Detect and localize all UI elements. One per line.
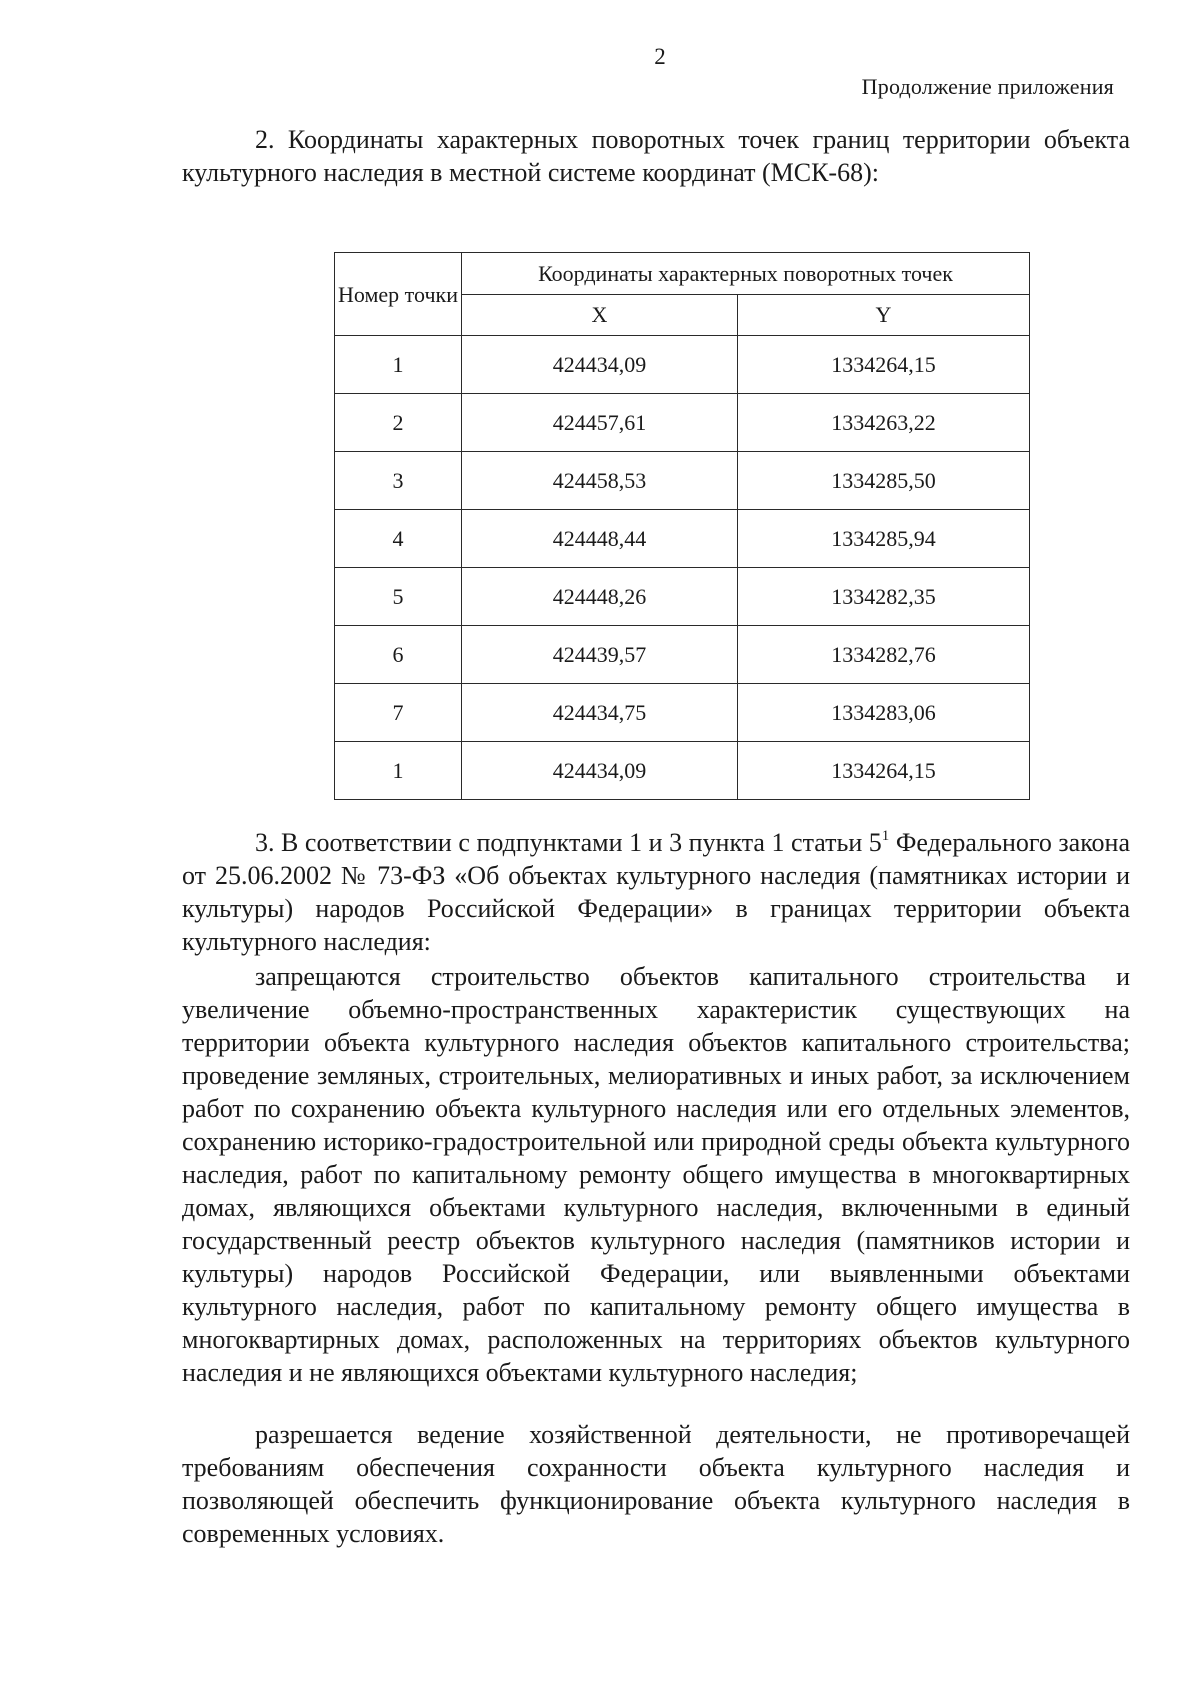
table-row [335, 336, 1030, 394]
cell-x: 424434,09 [462, 336, 738, 394]
cell-point-number: 6 [335, 626, 462, 684]
permission-paragraph: разрешается ведение хозяйственной деятельности, не противоречащей требованиям обеспечения сохранности объекта культурного наследия и позволяющей обеспечить функционирование объекта культурного наследия в современных условиях. [182, 1420, 1130, 1548]
cell-point-number: 2 [335, 394, 462, 452]
section-3-lead: 3. В соответствии с подпунктами 1 и 3 пункта 1 статьи 5 [255, 828, 882, 857]
cell-point-number: 7 [335, 684, 462, 742]
continuation-note: Продолжение приложения [861, 74, 1114, 99]
page-number: 2 [654, 44, 666, 69]
table-row [335, 568, 1030, 626]
cell-point-number: 1 [335, 336, 462, 394]
cell-x: 424457,61 [462, 394, 738, 452]
cell-x: 424434,75 [462, 684, 738, 742]
section-2-heading: 2. Координаты характерных поворотных точек границ территории объекта культурного наследия в местной системе координат (МСК-68): [182, 125, 1130, 187]
table-header-row [335, 253, 1030, 295]
section-3-rest: Федерального закона от 25.06.2002 № 73-ФЗ «Об объектах культурного наследия (памятниках истории и культуры) народов Российской Федерации» в границах территории объекта культурного наследия: [182, 828, 1130, 956]
header-y: Y [738, 295, 1030, 336]
cell-y: 1334264,15 [738, 336, 1030, 394]
table-row [335, 394, 1030, 452]
cell-y: 1334282,35 [738, 568, 1030, 626]
cell-x: 424434,09 [462, 742, 738, 800]
table-row [335, 742, 1030, 800]
cell-point-number: 4 [335, 510, 462, 568]
prohibition-paragraph: запрещаются строительство объектов капитального строительства и увеличение объемно-пространственных характеристик существующих на территории объекта культурного наследия объектов капитального строительства; проведение земляных, строительных, мелиоративных и иных работ, за исключением работ по сохранению объекта культурного наследия или его отдельных элементов, сохранению историко-градостроительной или природной среды объекта культурного наследия, работ по капитальному ремонту общего имущества в многоквартирных домах, являющихся объектами культурного наследия, включенными в единый государственный реестр объектов культурного наследия (памятников истории и культуры) народов Российской Федерации, или выявленными объектами культурного наследия, работ по капитальному ремонту общего имущества в многоквартирных домах, расположенных на территориях объектов культурного наследия и не являющихся объектами культурного наследия; [182, 962, 1130, 1387]
table-row [335, 626, 1030, 684]
cell-y: 1334282,76 [738, 626, 1030, 684]
section-3-intro [182, 826, 1130, 958]
cell-y: 1334283,06 [738, 684, 1030, 742]
cell-x: 424458,53 [462, 452, 738, 510]
cell-y: 1334285,50 [738, 452, 1030, 510]
table-row [335, 684, 1030, 742]
article-superscript: 1 [881, 828, 890, 844]
cell-x: 424448,44 [462, 510, 738, 568]
cell-x: 424448,26 [462, 568, 738, 626]
cell-point-number: 1 [335, 742, 462, 800]
header-coordinates: Координаты характерных поворотных точек [462, 253, 1030, 295]
header-x: X [462, 295, 738, 336]
coordinates-table [334, 252, 1030, 800]
cell-y: 1334264,15 [738, 742, 1030, 800]
table-row [335, 510, 1030, 568]
header-point-number: Номер точки [335, 253, 462, 336]
cell-y: 1334285,94 [738, 510, 1030, 568]
cell-point-number: 5 [335, 568, 462, 626]
table-row [335, 452, 1030, 510]
cell-point-number: 3 [335, 452, 462, 510]
cell-x: 424439,57 [462, 626, 738, 684]
cell-y: 1334263,22 [738, 394, 1030, 452]
